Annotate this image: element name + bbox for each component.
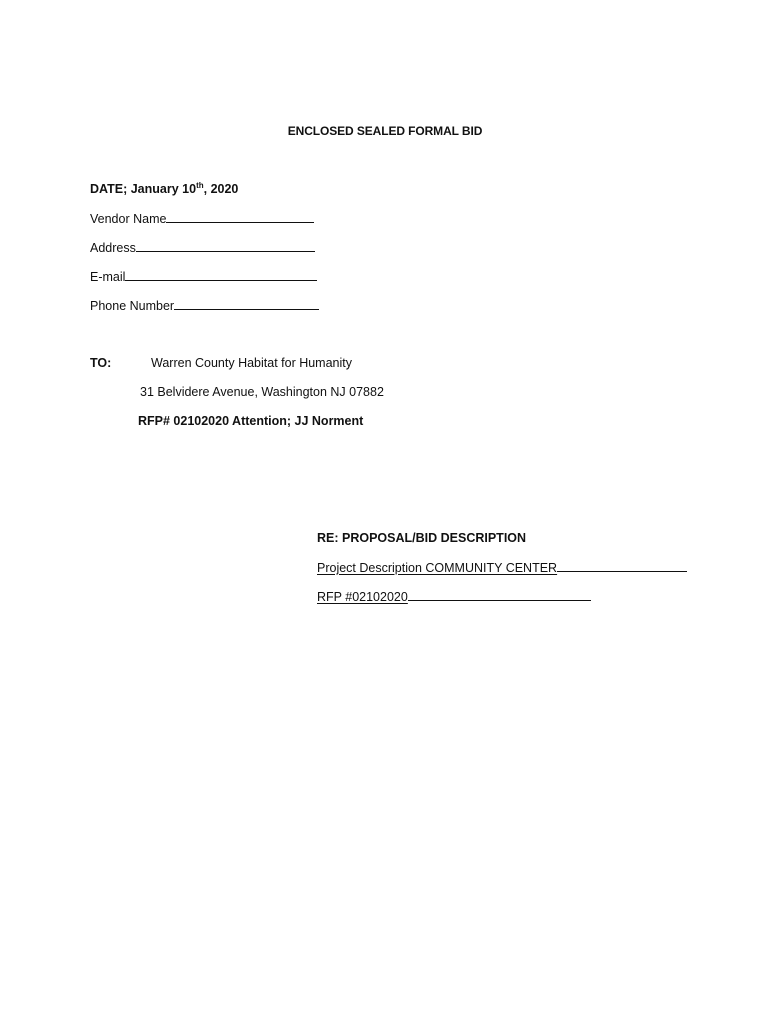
- date-line: [90, 181, 238, 197]
- phone-blank: [174, 297, 319, 310]
- vendor-name-blank: [166, 210, 314, 223]
- date-suffix: , 2020: [203, 182, 239, 196]
- address-label: Address: [90, 241, 136, 255]
- recipient-address: 31 Belvidere Avenue, Washington NJ 07882: [140, 385, 384, 399]
- rfp-number-blank: [408, 588, 591, 601]
- vendor-name-label: Vendor Name: [90, 212, 167, 226]
- recipient-name: Warren County Habitat for Humanity: [151, 356, 353, 370]
- email-label: E-mail: [90, 270, 126, 284]
- to-label: TO:: [90, 356, 112, 370]
- document-title: ENCLOSED SEALED FORMAL BID: [287, 124, 483, 138]
- re-title: RE: PROPOSAL/BID DESCRIPTION: [317, 531, 527, 545]
- project-description: Project Description COMMUNITY CENTER: [317, 561, 558, 575]
- project-description-line: [317, 559, 687, 576]
- address-blank: [136, 239, 315, 252]
- address-line: [90, 239, 315, 256]
- email-line: [90, 268, 317, 285]
- project-description-blank: [557, 559, 687, 572]
- phone-label: Phone Number: [90, 299, 175, 313]
- vendor-name-line: [90, 210, 314, 227]
- rfp-number: RFP #02102020: [317, 590, 408, 604]
- rfp-attention: RFP# 02102020 Attention; JJ Norment: [138, 414, 364, 428]
- rfp-number-line: [317, 588, 591, 605]
- email-blank: [125, 268, 317, 281]
- phone-line: [90, 297, 319, 314]
- date-prefix: DATE; January 10: [90, 182, 197, 196]
- date-superscript: th: [196, 181, 204, 190]
